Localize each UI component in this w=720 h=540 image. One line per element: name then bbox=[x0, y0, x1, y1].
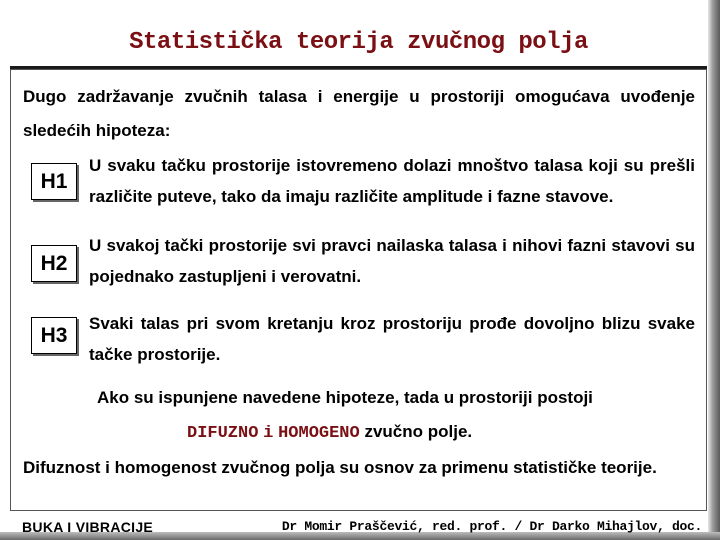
final-statement: Difuznost i homogenost zvučnog polja su osnov za primenu statističke teorije. bbox=[23, 458, 657, 477]
slide-title: Statistička teorija zvučnog polja bbox=[129, 29, 588, 56]
hypothesis-label-h3: H3 bbox=[31, 317, 77, 354]
term-homogeno: HOMOGENO bbox=[278, 424, 360, 443]
conclusion-line-2 bbox=[187, 422, 472, 443]
term-difuzno: DIFUZNO bbox=[187, 424, 259, 443]
hypothesis-label-h2: H2 bbox=[31, 245, 77, 282]
hypothesis-text-h1: U svaku tačku prostorije istovremeno dolazi mnoštvo talasa koji su prešli različite puteve, tako da imaju različite amplitude i fazne stavove. bbox=[89, 156, 695, 206]
hypothesis-text-h2: U svakoj tački prostorije svi pravci nailaska talasa i nihovi fazni stavovi su pojednako zastupljeni i verovatni. bbox=[89, 236, 695, 286]
conclusion-tail: zvučno polje. bbox=[364, 422, 473, 441]
hypothesis-text-h3: Svaki talas pri svom kretanju kroz prostoriju prođe dovoljno blizu svake tačke prostorije. bbox=[89, 314, 695, 364]
slide-frame-right bbox=[708, 0, 720, 540]
conclusion-line-1: Ako su ispunjene navedene hipoteze, tada u prostoriji postoji bbox=[97, 388, 593, 407]
footer-authors: Dr Momir Praščević, red. prof. / Dr Darko Mihajlov, doc. bbox=[281, 519, 702, 534]
hypothesis-label-h1: H1 bbox=[31, 163, 77, 200]
content-box bbox=[10, 69, 707, 511]
intro-text: Dugo zadržavanje zvučnih talasa i energije u prostoriji omogućava uvođenje sledećih hipoteza: bbox=[23, 87, 695, 140]
term-connector: i bbox=[263, 424, 274, 443]
footer-course: BUKA I VIBRACIJE bbox=[22, 519, 154, 535]
title-bar bbox=[10, 10, 707, 69]
